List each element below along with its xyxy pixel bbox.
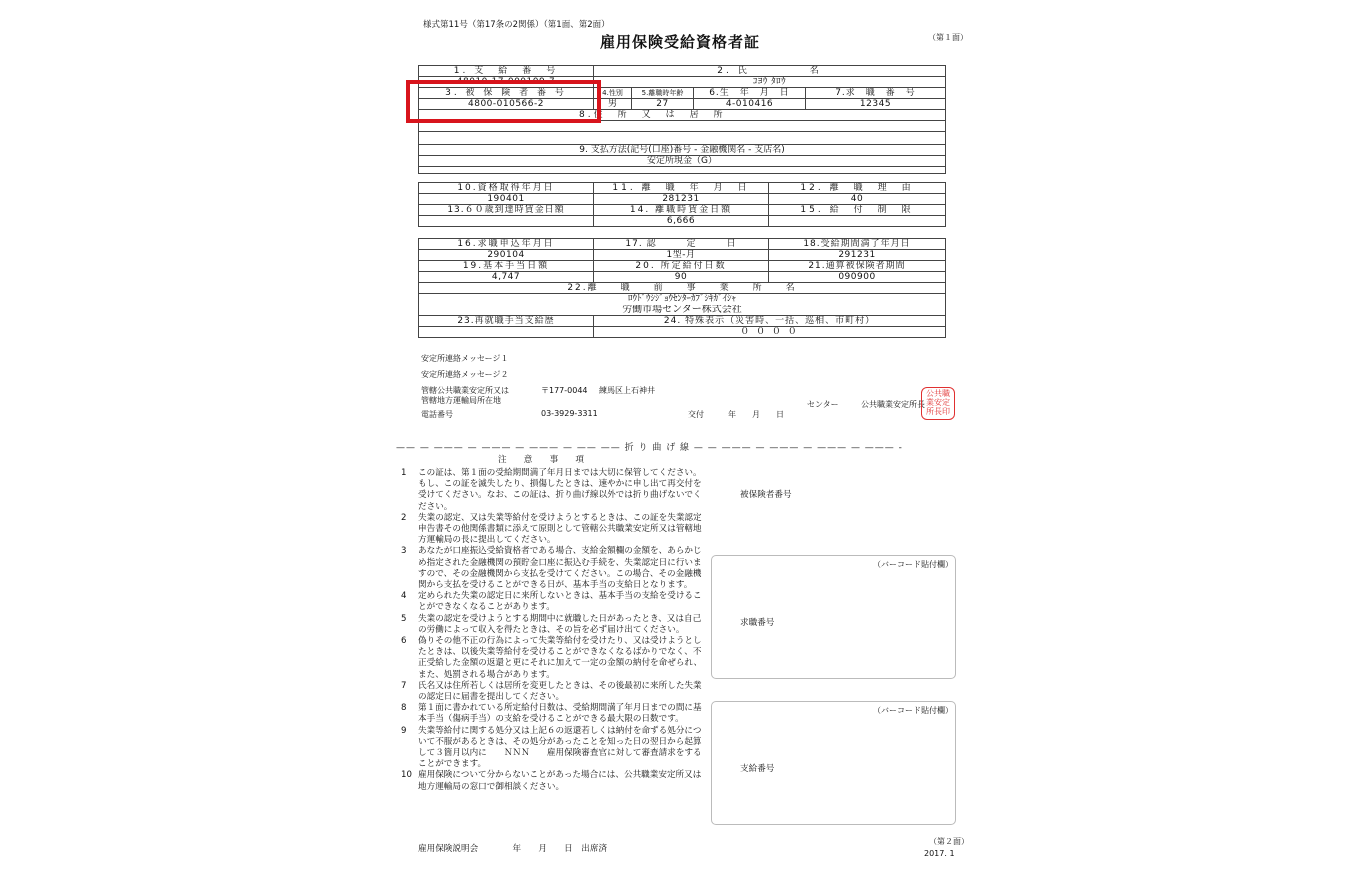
sex-value: 男 xyxy=(594,99,632,110)
name-label: 2. 氏 名 xyxy=(594,66,946,77)
official-seal-stamp: 公共職業安定所長印 xyxy=(921,387,955,420)
center-label: センター xyxy=(807,400,839,409)
c15-value xyxy=(769,216,946,227)
c19-label: 19.基本手当日額 xyxy=(419,261,594,272)
c16-label: 16.求職申込年月日 xyxy=(419,239,594,250)
c11-value: 281231 xyxy=(594,194,769,205)
barcode-label-2: （バーコード貼付欄） xyxy=(873,706,953,715)
note-item: 5 失業の認定を受けようとする期間中に就職した日があったとき、又は自己の労働によって収入を得たときは、その旨を必ず届け出てください。 xyxy=(401,613,702,635)
note-item: 2 失業の認定、又は失業等給付を受けようとするときは、この証を失業認定申告書その他関係書類に添えて原則として管轄公共職業安定所又は管轄地方運輸局の長に提出してください。 xyxy=(401,512,702,546)
c15-label: 15. 給 付 制 限 xyxy=(769,205,946,216)
c20-value: 90 xyxy=(594,272,769,283)
note-item: 7 氏名又は住所若しくは居所を変更したときは、その後最初に来所した失業の認定日に届書を提出してください。 xyxy=(401,680,702,703)
job-number-side-label: 求職番号 xyxy=(740,618,775,628)
note-item: 9 失業等給付に関する処分又は上記６の返還若しくは納付を命ずる処分について不服があるときは、その処分があったことを知った日の翌日から起算して３箇月以内に ＮＮＮ 雇用保険審査官に対して審査請求をすることができます。 xyxy=(401,725,702,770)
c24-label: 24. 特殊表示（災害時、一括、巡相、市町村） xyxy=(594,316,946,327)
notes-list xyxy=(400,468,705,793)
payment-number-side-label: 支給番号 xyxy=(740,764,775,774)
insured-number-value: 4800-010566-2 xyxy=(419,99,594,110)
sex-label: 4.性別 xyxy=(594,88,632,99)
form-number: 様式第11号（第17条の2関係）（第1面、第2面） xyxy=(423,20,610,30)
fold-line: —— — ——— — ——— — ——— — —— —— 折 り 曲 げ 線 — — ——— — ——— — ——— — ——— - xyxy=(396,443,903,453)
c10-value: 190401 xyxy=(419,194,594,205)
c13-value xyxy=(419,216,594,227)
highlight-box xyxy=(406,80,601,123)
age-value: 27 xyxy=(632,99,694,110)
c21-value: 090900 xyxy=(769,272,946,283)
spacer-row xyxy=(419,167,946,174)
office-address: 練馬区上石神井 xyxy=(599,386,655,395)
office-message-1: 安定所連絡メッセージ１ xyxy=(421,354,509,363)
c16-value: 290104 xyxy=(419,250,594,261)
c10-label: 10.資格取得年月日 xyxy=(419,183,594,194)
c23-label: 23.再就職手当支給歴 xyxy=(419,316,594,327)
c18-value: 291231 xyxy=(769,250,946,261)
name-kana-value: ｺﾖｳ ﾀﾛｳ xyxy=(594,77,946,88)
office-message-2: 安定所連絡メッセージ２ xyxy=(421,370,509,379)
c22-name: 労働市場センター株式会社 xyxy=(419,305,946,316)
phone-number: 03-3929-3311 xyxy=(541,409,598,418)
c19-value: 4,747 xyxy=(419,272,594,283)
note-item: 4 定められた失業の認定日に来所しないときは、基本手当の支給を受けることができなくなることがあります。 xyxy=(401,591,702,613)
issue-date: 交付 年 月 日 xyxy=(688,410,784,419)
note-item: 3 あなたが口座振込受給資格者である場合、支給金額欄の金額を、あらかじめ指定された金融機関の預貯金口座に振込む手続を、失業認定日に行いますので、その金融機関から支払を受けてください。この場合、その金融機関から支払を受けることができる日が、基本手当の支給日となります。 xyxy=(401,546,702,591)
page-side-label-2: （第２面） xyxy=(929,837,969,846)
c12-label: 12. 離 職 理 由 xyxy=(769,183,946,194)
seminar-attendance: 雇用保険説明会 年 月 日 出席済 xyxy=(418,844,608,854)
phone-label: 電話番号 xyxy=(421,410,453,419)
payment-number-value: 48010-17-000109-7 xyxy=(419,77,594,88)
note-item: 10 雇用保険について分からないことがあった場合には、公共職業安定所又は地方運輸局の窓口で御相談ください。 xyxy=(401,770,702,792)
office-address-label-2: 管轄地方運輸局所在地 xyxy=(421,396,501,405)
payment-number-label: 1. 支 給 番 号 xyxy=(419,66,594,77)
c12-value: 40 xyxy=(769,194,946,205)
insured-number-label: 3. 被 保 険 者 番 号 xyxy=(419,88,594,99)
barcode-label-1: （バーコード貼付欄） xyxy=(873,560,953,569)
address-label: 8.住 所 又 は 居 所 xyxy=(419,110,946,121)
form-version: 2017. 1 xyxy=(924,849,955,858)
office-address-label-1: 管轄公共職業安定所又は xyxy=(421,386,509,395)
job-number-label: 7.求 職 番 号 xyxy=(806,88,946,99)
c21-label: 21.通算被保険者期間 xyxy=(769,261,946,272)
office-chief-label: 公共職業安定所長 xyxy=(861,400,925,409)
note-item: 8 第１面に書かれている所定給付日数は、受給期間満了年月日までの間に基本手当（傷病手当）の支給を受けることができる最大限の日数です。 xyxy=(401,703,702,725)
c23-value xyxy=(419,327,594,338)
notes-heading: 注 意 事 項 xyxy=(498,455,584,465)
office-postal-code: 〒177-0044 xyxy=(541,386,588,395)
qualification-table xyxy=(418,182,946,227)
c13-label: 13.６０歳到達時賃金日額 xyxy=(419,205,594,216)
c22-kana: ﾛｳﾄﾞｳｼｼﾞｮｳｾﾝﾀｰｶﾌﾞｼｷｶﾞｲｼｬ xyxy=(419,294,946,305)
insured-number-side-label: 被保険者番号 xyxy=(740,490,792,500)
c20-label: 20. 所定給付日数 xyxy=(594,261,769,272)
c14-label: 14. 離職時賃金日額 xyxy=(594,205,769,216)
document-title: 雇用保険受給資格者証 xyxy=(600,33,761,51)
birth-label: 6.生 年 月 日 xyxy=(694,88,806,99)
benefit-table xyxy=(418,238,946,338)
job-number-value: 12345 xyxy=(806,99,946,110)
blank-row xyxy=(419,132,946,145)
c11-label: 11. 離 職 年 月 日 xyxy=(594,183,769,194)
payment-method-label: 9. 支払方法(記号(口座)番号 - 金融機関名 - 支店名) xyxy=(419,145,946,156)
c14-value: 6,666 xyxy=(594,216,769,227)
c24-value: ０ ０ ０ ０ xyxy=(594,327,946,338)
c17-value: 1型-月 xyxy=(594,250,769,261)
birth-value: 4-010416 xyxy=(694,99,806,110)
page-side-label-1: （第１面） xyxy=(928,33,968,42)
note-item: 6 偽りその他不正の行為によって失業等給付を受けたり、又は受けようとしたときは、以後失業等給付を受けることができなくなるばかりでなく、不正受給した金額の返還と更にそれに加えて一定の金額の納付を命ぜられ、また、処罰される場合があります。 xyxy=(401,636,703,680)
age-label: 5.離職時年齢 xyxy=(632,88,694,99)
c17-label: 17. 認 定 日 xyxy=(594,239,769,250)
payment-method-value: 安定所現金（G） xyxy=(419,156,946,167)
c22-label: 22.離 職 前 事 業 所 名 xyxy=(419,283,946,294)
c18-label: 18.受給期間満了年月日 xyxy=(769,239,946,250)
note-item: 1 この証は、第１面の受給期間満了年月日までは大切に保管してください。もし、この証を滅失したり、損傷したときは、速やかに申し出て再交付を受けてください。なお、この証は、折り曲げ線以外では折り曲げないでください。 xyxy=(401,468,702,512)
